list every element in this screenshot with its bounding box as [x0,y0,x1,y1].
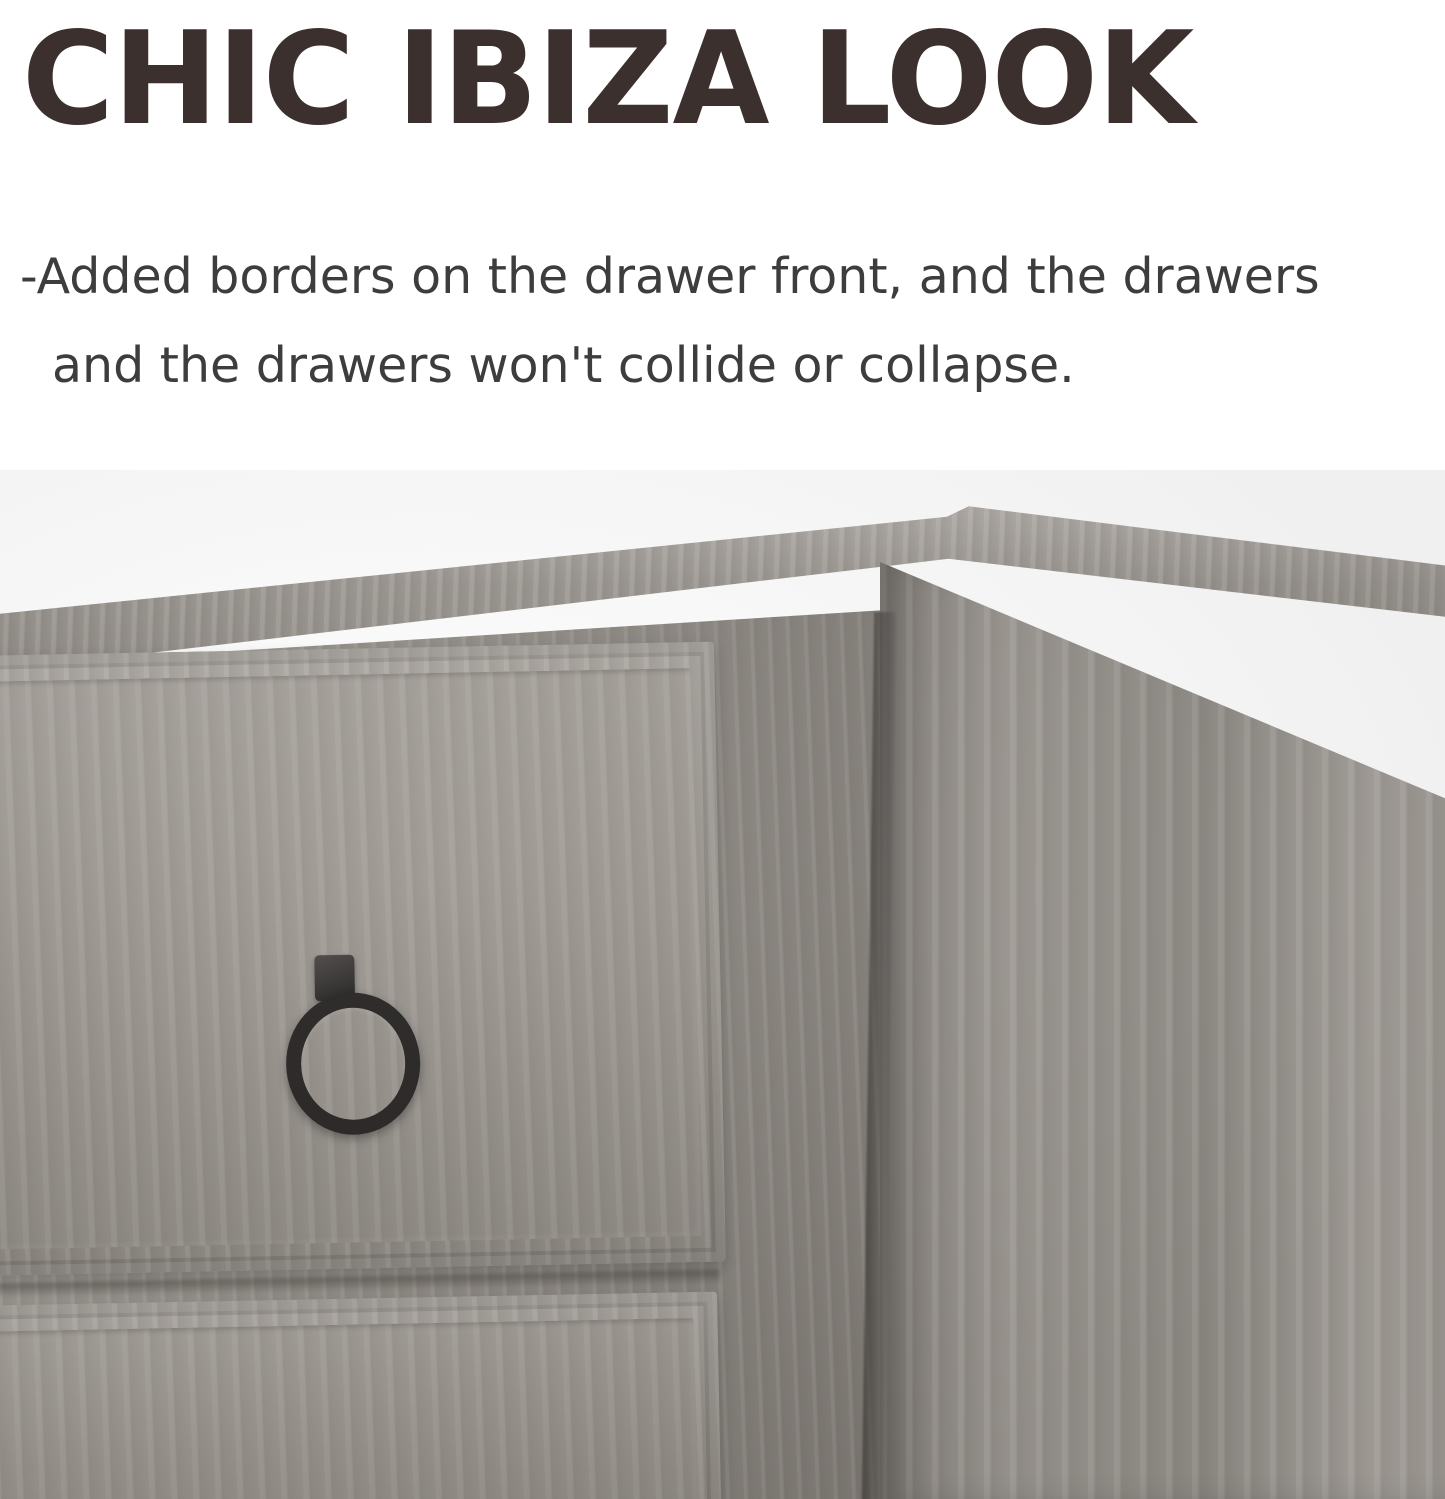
dresser-side-panel [880,562,1445,1499]
description-line-2: and the drawers won't collide or collapse. [52,337,1075,395]
dresser [0,500,1445,1499]
description-block [20,232,1420,410]
page-headline: CHIC IBIZA LOOK [22,5,1194,154]
drawer-lower [0,1292,723,1499]
ring-pull-handle-icon [270,954,403,1156]
product-photo [0,470,1445,1499]
description-line-1: -Added borders on the drawer front, and the drawers [20,248,1320,305]
handle-ring [285,992,421,1136]
drawer-lower-inner-panel [0,1318,698,1499]
